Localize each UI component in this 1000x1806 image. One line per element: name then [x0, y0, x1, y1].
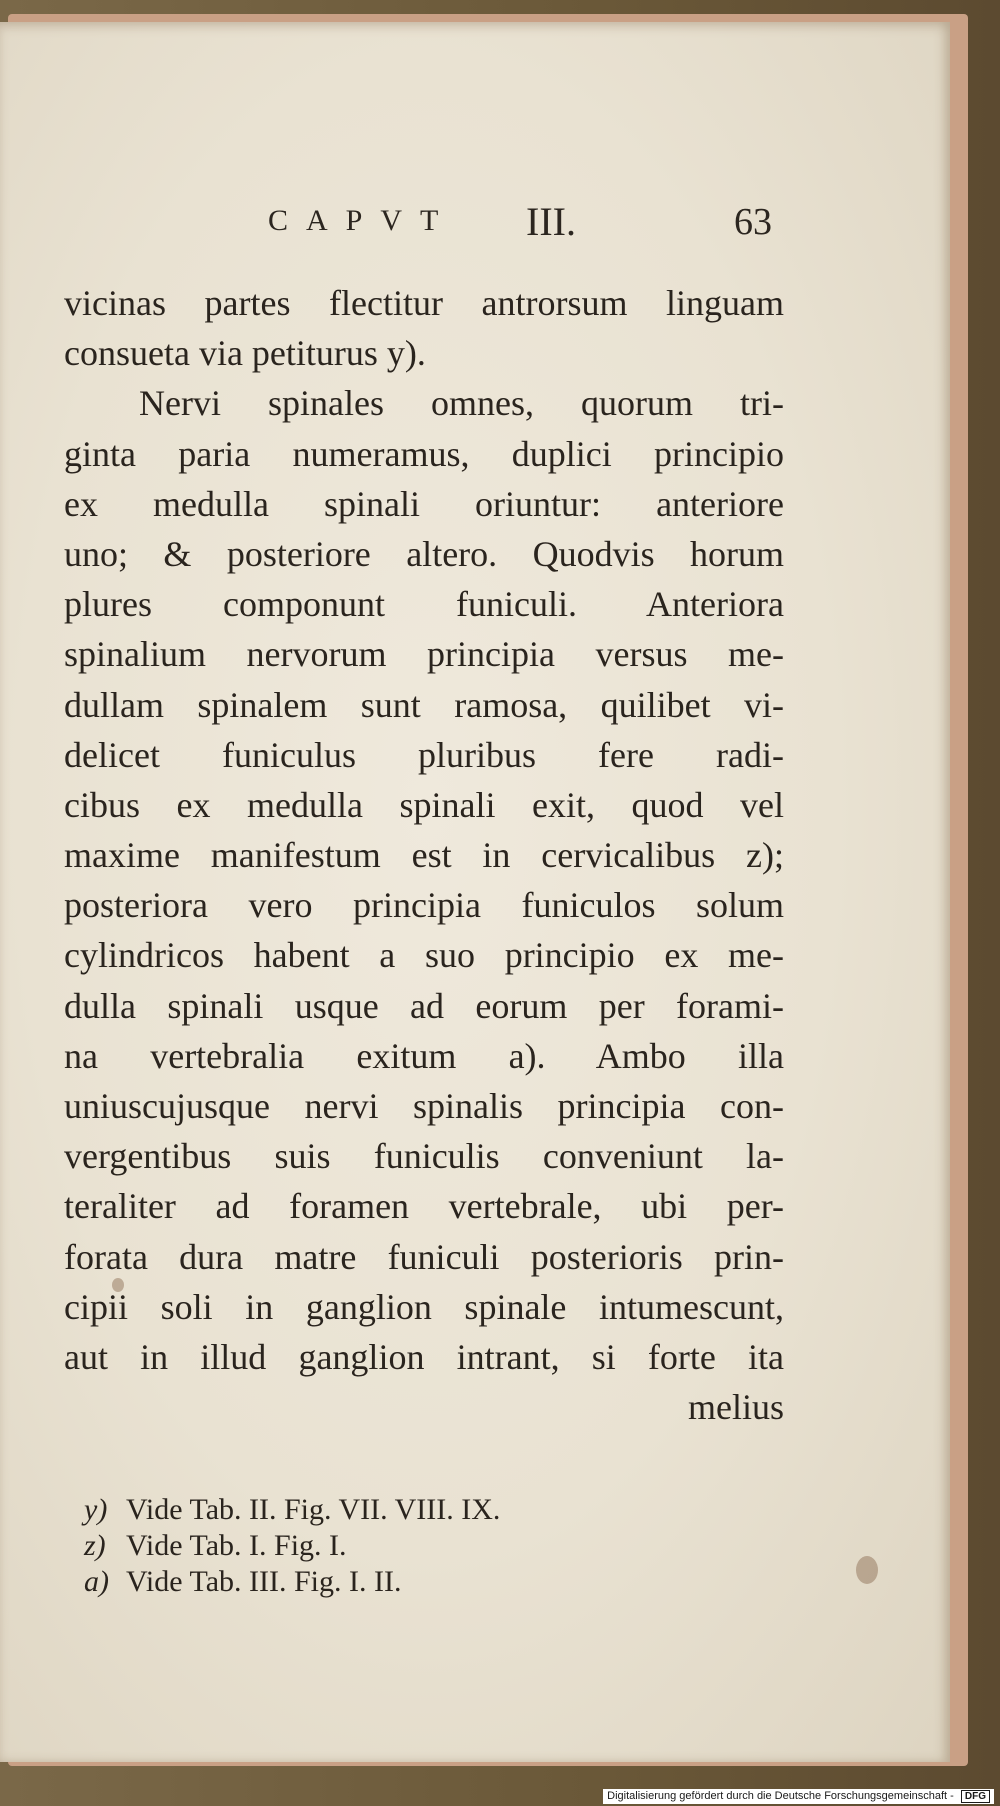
text-line: spinalium nervorum principia versus me-	[64, 634, 784, 675]
footnote	[84, 1528, 684, 1564]
digitization-credit	[603, 1789, 994, 1804]
text-line: dullam spinalem sunt ramosa, quilibet vi-	[64, 684, 784, 725]
text-line: aut in illud ganglion intrant, si forte ita	[64, 1336, 784, 1377]
text-line: forata dura matre funiculi posterioris prin-	[64, 1236, 784, 1277]
footnote	[84, 1564, 684, 1600]
paper-stain	[112, 1278, 124, 1292]
chapter-number: III.	[526, 199, 576, 244]
text-line: cipii soli in ganglion spinale intumescunt,	[64, 1286, 784, 1327]
running-head: CAPVT	[268, 204, 457, 237]
text-line: vergentibus suis funiculis conveniunt la-	[64, 1136, 784, 1177]
footnote-mark: y)	[84, 1493, 108, 1526]
text-line: vicinas partes flectitur antrorsum linguam	[64, 283, 784, 323]
footnote-text: Vide Tab. III. Fig. I. II.	[126, 1565, 402, 1598]
footnote	[84, 1492, 684, 1528]
text-line: maxime manifestum est in cervicalibus z);	[64, 835, 784, 876]
text-line: dulla spinali usque ad eorum per forami-	[64, 985, 784, 1026]
footnote-text: Vide Tab. II. Fig. VII. VIII. IX.	[126, 1493, 501, 1526]
credit-text: Digitalisierung gefördert durch die Deutsche Forschungsgemeinschaft -	[607, 1790, 954, 1802]
text-line: uniuscujusque nervi spinalis principia con-	[64, 1086, 784, 1126]
text-line: delicet funiculus pluribus fere radi-	[64, 734, 784, 775]
body-text	[64, 278, 784, 1432]
page-header	[0, 198, 950, 258]
footnote-text: Vide Tab. I. Fig. I.	[126, 1529, 347, 1562]
text-line: posteriora vero principia funiculos solum	[64, 885, 784, 926]
text-line: cibus ex medulla spinali exit, quod vel	[64, 784, 784, 825]
paper-stain	[856, 1556, 878, 1584]
dfg-logo: DFG	[961, 1790, 990, 1803]
text-line: cylindricos habent a suo principio ex me-	[64, 935, 784, 976]
catchword: melius	[688, 1387, 784, 1428]
footnotes	[84, 1492, 684, 1600]
page-number: 63	[734, 201, 772, 243]
text-line: plures componunt funiculi. Anteriora	[64, 584, 784, 625]
text-line: consueta via petiturus y).	[64, 333, 426, 374]
text-line: na vertebralia exitum a). Ambo illa	[64, 1035, 784, 1076]
text-line: ginta paria numeramus, duplici principio	[64, 433, 784, 474]
footnote-mark: a)	[84, 1565, 109, 1598]
text-line: uno; & posteriore altero. Quodvis horum	[64, 533, 784, 574]
book-page	[0, 22, 950, 1762]
footnote-mark: z)	[84, 1529, 106, 1562]
text-line: teraliter ad foramen vertebrale, ubi per-	[64, 1186, 784, 1227]
text-line: Nervi spinales omnes, quorum tri-	[139, 383, 784, 424]
text-line: ex medulla spinali oriuntur: anteriore	[64, 483, 784, 524]
